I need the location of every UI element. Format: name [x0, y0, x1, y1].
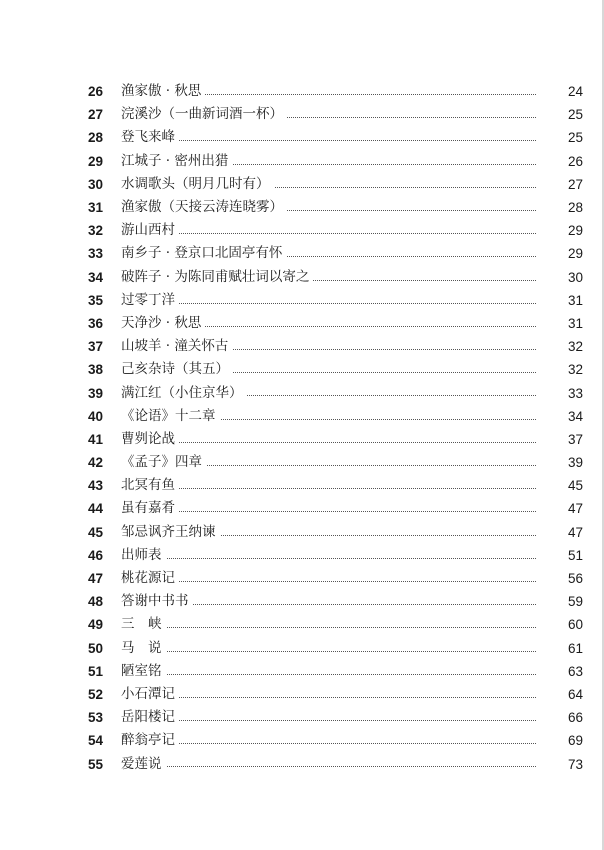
toc-entry-number: 27: [88, 107, 104, 123]
dot-leader: [121, 303, 536, 304]
toc-entry-number: 44: [88, 501, 104, 517]
toc-entry-title: 己亥杂诗（其五）: [121, 358, 233, 381]
toc-entry-title: 《孟子》四章: [121, 451, 206, 474]
toc-entry-number: 37: [88, 339, 104, 355]
toc-entry[interactable]: [0, 752, 604, 775]
toc-entry-title: 陋室铭: [121, 660, 166, 683]
toc-entry[interactable]: [0, 219, 604, 242]
dot-leader: [121, 488, 536, 489]
toc-entry-page-number: 63: [567, 663, 583, 679]
dot-leader: [121, 140, 536, 141]
toc-entry[interactable]: [0, 451, 604, 474]
toc-entry-title: 水调歌头（明月几时有）: [121, 173, 274, 196]
toc-entry-number: 36: [88, 315, 104, 331]
toc-entry-number: 55: [88, 756, 104, 772]
toc-entry[interactable]: [0, 335, 604, 358]
toc-entry[interactable]: [0, 729, 604, 752]
toc-entry-title: 江城子 · 密州出猎: [121, 150, 232, 173]
toc-entry-number: 46: [88, 547, 104, 563]
toc-entry-title: 曹刿论战: [121, 428, 179, 451]
toc-entry-title: 爱莲说: [121, 753, 166, 776]
toc-entry-page-number: 32: [567, 362, 583, 378]
dot-leader: [121, 627, 536, 628]
toc-entry-title: 游山西村: [121, 219, 179, 242]
toc-entry-title: 虽有嘉肴: [121, 497, 179, 520]
toc-entry-title: 满江红（小住京华）: [121, 382, 247, 405]
toc-entry-title: 过零丁洋: [121, 289, 179, 312]
toc-entry-page-number: 25: [567, 107, 583, 123]
toc-entry-title: 小石潭记: [121, 683, 179, 706]
toc-entry[interactable]: [0, 150, 604, 173]
toc-entry[interactable]: [0, 474, 604, 497]
dot-leader: [121, 766, 536, 767]
toc-entry-title: 北冥有鱼: [121, 474, 179, 497]
toc-entry[interactable]: [0, 683, 604, 706]
toc-entry-page-number: 73: [567, 756, 583, 772]
toc-entry[interactable]: [0, 706, 604, 729]
toc-entry-page-number: 56: [567, 571, 583, 587]
toc-entry-title: 三 峡: [121, 613, 166, 636]
toc-entry-title: 《论语》十二章: [121, 405, 220, 428]
table-of-contents: [0, 80, 604, 776]
toc-entry-page-number: 69: [567, 733, 583, 749]
toc-entry-number: 29: [88, 153, 104, 169]
toc-entry-number: 35: [88, 292, 104, 308]
toc-entry-page-number: 45: [567, 478, 583, 494]
toc-entry-number: 51: [88, 663, 104, 679]
dot-leader: [121, 581, 536, 582]
toc-entry-title: 答谢中书书: [121, 590, 193, 613]
toc-entry-page-number: 61: [567, 640, 583, 656]
toc-entry-title: 醉翁亭记: [121, 729, 179, 752]
toc-entry[interactable]: [0, 428, 604, 451]
toc-entry[interactable]: [0, 80, 604, 103]
toc-entry-page-number: 66: [567, 710, 583, 726]
toc-entry[interactable]: [0, 381, 604, 404]
dot-leader: [121, 511, 536, 512]
toc-entry-title: 马 说: [121, 637, 166, 660]
toc-entry-number: 30: [88, 176, 104, 192]
toc-entry[interactable]: [0, 312, 604, 335]
toc-entry-page-number: 29: [567, 223, 583, 239]
toc-entry-number: 26: [88, 84, 104, 100]
dot-leader: [121, 720, 536, 721]
toc-entry-number: 49: [88, 617, 104, 633]
toc-entry-number: 34: [88, 269, 104, 285]
toc-entry-page-number: 59: [567, 594, 583, 610]
toc-entry[interactable]: [0, 103, 604, 126]
toc-entry-number: 50: [88, 640, 104, 656]
toc-entry[interactable]: [0, 497, 604, 520]
toc-entry[interactable]: [0, 196, 604, 219]
toc-entry-page-number: 47: [567, 524, 583, 540]
toc-entry-number: 32: [88, 223, 104, 239]
toc-entry-page-number: 27: [567, 176, 583, 192]
toc-entry-number: 42: [88, 455, 104, 471]
toc-entry-number: 41: [88, 431, 104, 447]
toc-entry[interactable]: [0, 590, 604, 613]
dot-leader: [121, 651, 536, 652]
toc-entry-title: 渔家傲 · 秋思: [121, 80, 205, 103]
toc-entry-page-number: 24: [567, 84, 583, 100]
toc-entry[interactable]: [0, 405, 604, 428]
toc-entry-page-number: 51: [567, 547, 583, 563]
toc-entry-page-number: 28: [567, 200, 583, 216]
toc-entry-number: 28: [88, 130, 104, 146]
dot-leader: [121, 674, 536, 675]
dot-leader: [121, 743, 536, 744]
toc-entry-number: 48: [88, 594, 104, 610]
toc-entry[interactable]: [0, 358, 604, 381]
dot-leader: [121, 233, 536, 234]
toc-entry-title: 出师表: [121, 544, 166, 567]
toc-entry-page-number: 31: [567, 315, 583, 331]
toc-entry-title: 山坡羊 · 潼关怀古: [121, 335, 232, 358]
toc-entry-number: 40: [88, 408, 104, 424]
dot-leader: [121, 442, 536, 443]
toc-entry-number: 43: [88, 478, 104, 494]
toc-entry-page-number: 29: [567, 246, 583, 262]
toc-entry-number: 54: [88, 733, 104, 749]
toc-entry-number: 47: [88, 571, 104, 587]
toc-entry[interactable]: [0, 660, 604, 683]
toc-entry[interactable]: [0, 173, 604, 196]
toc-entry-title: 天净沙 · 秋思: [121, 312, 205, 335]
toc-entry-title: 南乡子 · 登京口北固亭有怀: [121, 242, 286, 265]
toc-entry[interactable]: [0, 544, 604, 567]
toc-entry-title: 登飞来峰: [121, 126, 179, 149]
toc-entry-page-number: 30: [567, 269, 583, 285]
toc-entry-title: 岳阳楼记: [121, 706, 179, 729]
toc-entry[interactable]: [0, 613, 604, 636]
toc-entry-page-number: 32: [567, 339, 583, 355]
toc-entry-page-number: 31: [567, 292, 583, 308]
toc-entry-page-number: 26: [567, 153, 583, 169]
toc-entry-page-number: 33: [567, 385, 583, 401]
toc-entry-page-number: 25: [567, 130, 583, 146]
toc-entry-number: 31: [88, 200, 104, 216]
toc-entry[interactable]: [0, 126, 604, 149]
toc-entry-page-number: 60: [567, 617, 583, 633]
toc-entry-page-number: 34: [567, 408, 583, 424]
toc-entry[interactable]: [0, 521, 604, 544]
dot-leader: [121, 558, 536, 559]
toc-entry-title: 渔家傲（天接云涛连晓雾）: [121, 196, 287, 219]
toc-entry-title: 桃花源记: [121, 567, 179, 590]
toc-entry[interactable]: [0, 289, 604, 312]
toc-entry-title: 浣溪沙（一曲新词酒一杯）: [121, 103, 287, 126]
toc-entry[interactable]: [0, 242, 604, 265]
toc-entry-title: 破阵子 · 为陈同甫赋壮词以寄之: [121, 266, 313, 289]
dot-leader: [121, 697, 536, 698]
toc-entry-number: 33: [88, 246, 104, 262]
toc-entry-number: 45: [88, 524, 104, 540]
toc-entry[interactable]: [0, 266, 604, 289]
toc-entry-title: 邹忌讽齐王纳谏: [121, 521, 220, 544]
toc-entry-page-number: 37: [567, 431, 583, 447]
toc-entry-page-number: 39: [567, 455, 583, 471]
toc-entry-number: 38: [88, 362, 104, 378]
toc-entry[interactable]: [0, 637, 604, 660]
toc-entry-page-number: 64: [567, 686, 583, 702]
toc-entry-page-number: 47: [567, 501, 583, 517]
toc-entry-number: 53: [88, 710, 104, 726]
toc-entry-number: 52: [88, 686, 104, 702]
toc-entry[interactable]: [0, 567, 604, 590]
toc-entry-number: 39: [88, 385, 104, 401]
